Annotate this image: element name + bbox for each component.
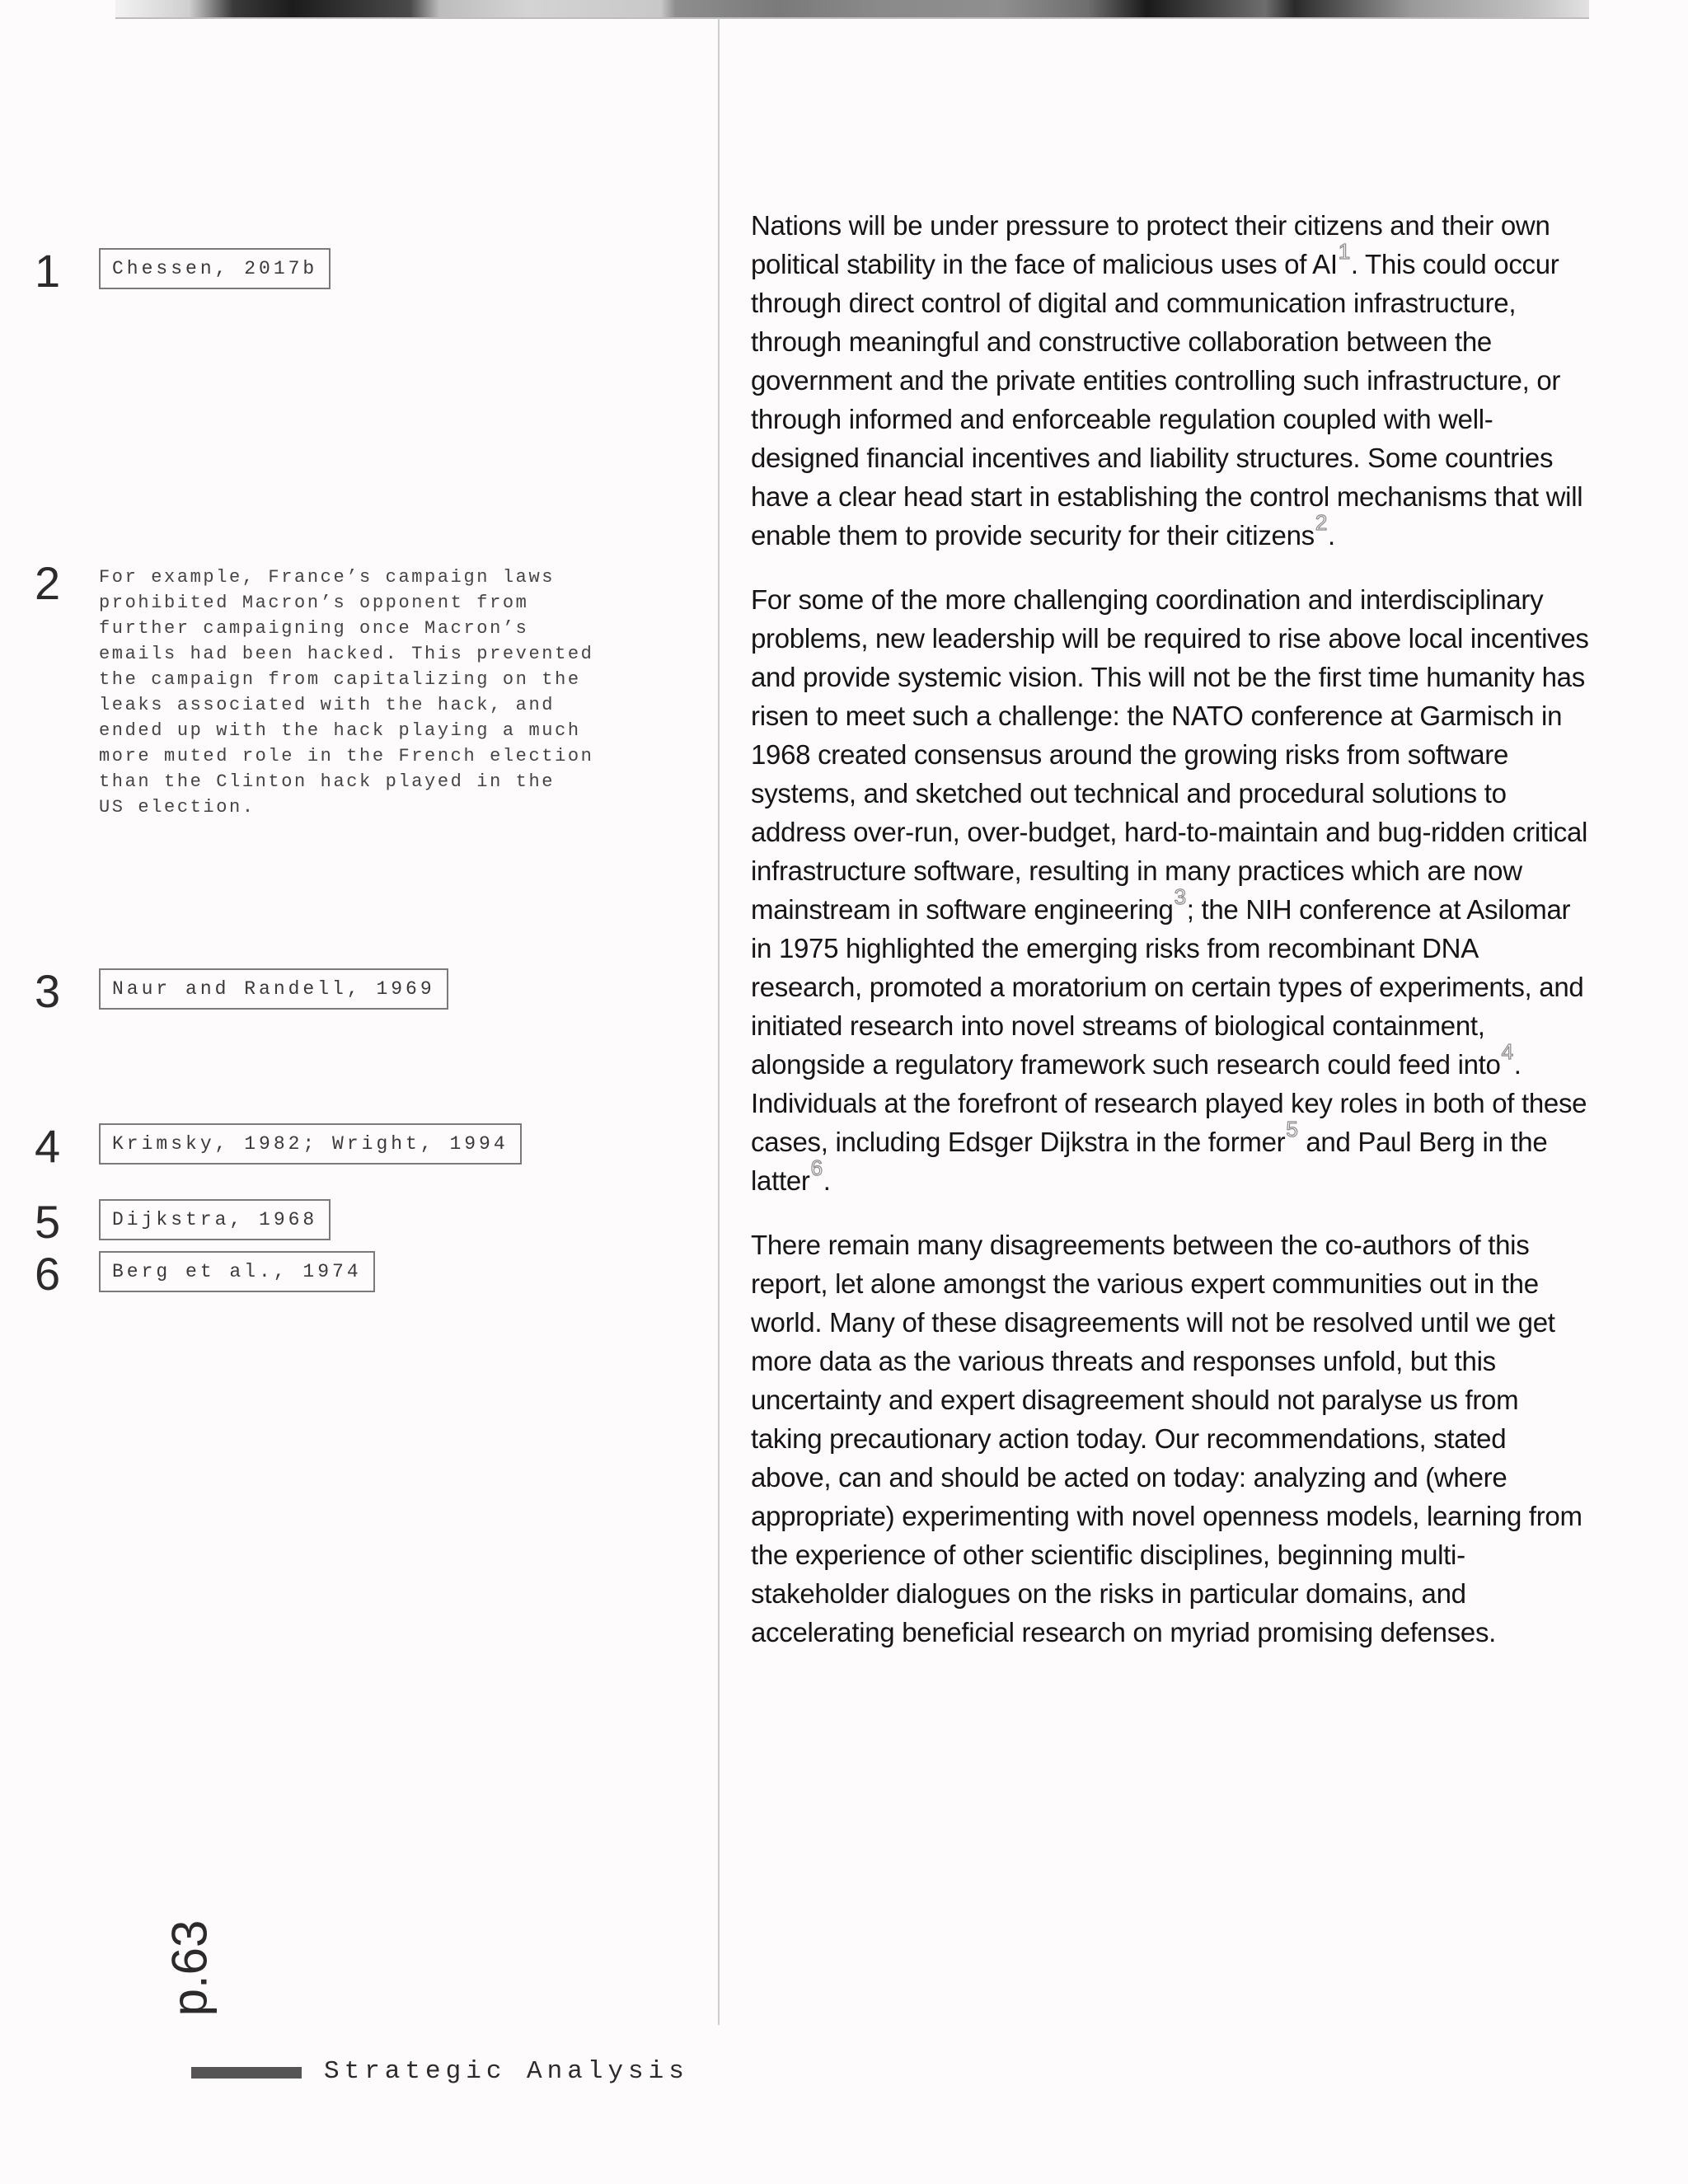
decorative-gradient-bar: [115, 0, 1589, 18]
body-text: For some of the more challenging coordination and interdisciplinary problems, new leadership will be required to rise above local incentives and provide systemic vision. This will not be the first time humanity has risen to meet such a challenge: the NATO conference at Garmisch in 1968 created consensus around the growing risks from software systems, and sketched out technical and procedural solutions to address over-run, over-budget, hard-to-maintain and bug-ridden critical infrastructure software, resulting in many practices which are now mainstream in software engineering: [751, 584, 1589, 925]
column-divider: [718, 18, 720, 2025]
footnote-number-1: 1: [35, 245, 61, 297]
footnote-citation-1: Chessen, 2017b: [99, 248, 331, 289]
footnote-ref-5[interactable]: 5: [1286, 1117, 1298, 1141]
body-text: Nations will be under pressure to protect their citizens and their own political stability in the face of malicious uses of AI: [751, 210, 1550, 279]
page-number-label: p.63: [162, 1919, 218, 2017]
footnote-number-6: 6: [35, 1248, 61, 1300]
page-number: [136, 1910, 243, 2026]
footnote-citation-4: Krimsky, 1982; Wright, 1994: [99, 1123, 522, 1165]
body-text: . This could occur through direct control of digital and communication infrastructure, through meaningful and constructive collaboration between the government and the private entities controlling such infrastructure, or through informed and enforceable regulation coupled with well-designed financial incentives and liability structures. Some countries have a clear head start in establishing the control mechanisms that will enable them to provide security for their citizens: [751, 249, 1583, 551]
footnote-citation-3: Naur and Randell, 1969: [99, 968, 448, 1010]
footnote-citation-5: Dijkstra, 1968: [99, 1199, 331, 1240]
footnote-ref-1[interactable]: 1: [1338, 239, 1350, 264]
footnote-ref-2[interactable]: 2: [1315, 510, 1328, 535]
body-paragraph-2: [751, 580, 1592, 1200]
footnote-text-2: For example, France’s campaign laws prohibited Macron’s opponent from further campaigning once Macron’s emails had been hacked. This prevented the campaign from capitalizing on the leaks associated with the hack, and ended up with the hack playing a much more muted role in the French election than the Clinton hack played in the US election.: [99, 567, 594, 818]
section-marker-bar: [191, 2067, 302, 2079]
footnote-number-3: 3: [35, 965, 61, 1017]
footnote-number-4: 4: [35, 1120, 61, 1172]
footnote-number-5: 5: [35, 1196, 61, 1248]
footnote-ref-4[interactable]: 4: [1501, 1039, 1513, 1064]
section-title: Strategic Analysis: [324, 2057, 689, 2086]
body-paragraph-3: There remain many disagreements between the co-authors of this report, let alone amongst the various expert communities out in the world. Many of these disagreements will not be resolved until we get more data as the various threats and responses unfold, but this uncertainty and expert disagreement should not paralyse us from taking precautionary action today. Our recommendations, stated above, can and should be acted on today: analyzing and (where appropriate) experimenting with novel openness models, learning from the experience of other scientific disciplines, beginning multi-stakeholder dialogues on the risks in particular domains, and accelerating beneficial research on myriad promising defenses.: [751, 1230, 1582, 1647]
body-text: .: [823, 1165, 831, 1196]
body-text: . Individuals at the forefront of research played key roles in both of these cases, including Edsger Dijkstra in the former: [751, 1049, 1587, 1157]
footnote-citation-6: Berg et al., 1974: [99, 1251, 375, 1292]
body-text: .: [1328, 520, 1335, 551]
body-paragraph-1: [751, 206, 1592, 555]
body-text: and Paul Berg in the latter: [751, 1127, 1548, 1196]
footnote-ref-6[interactable]: 6: [810, 1155, 823, 1180]
footnote-number-2: 2: [35, 557, 61, 609]
top-rule: [115, 17, 1589, 19]
body-text: ; the NIH conference at Asilomar in 1975 highlighted the emerging risks from recombinant DNA research, promoted a moratorium on certain types of experiments, and initiated research into novel streams of biological containment, alongside a regulatory framework such research could feed into: [751, 894, 1584, 1080]
footnote-ref-3[interactable]: 3: [1174, 884, 1186, 909]
main-text-column: [751, 206, 1592, 1677]
